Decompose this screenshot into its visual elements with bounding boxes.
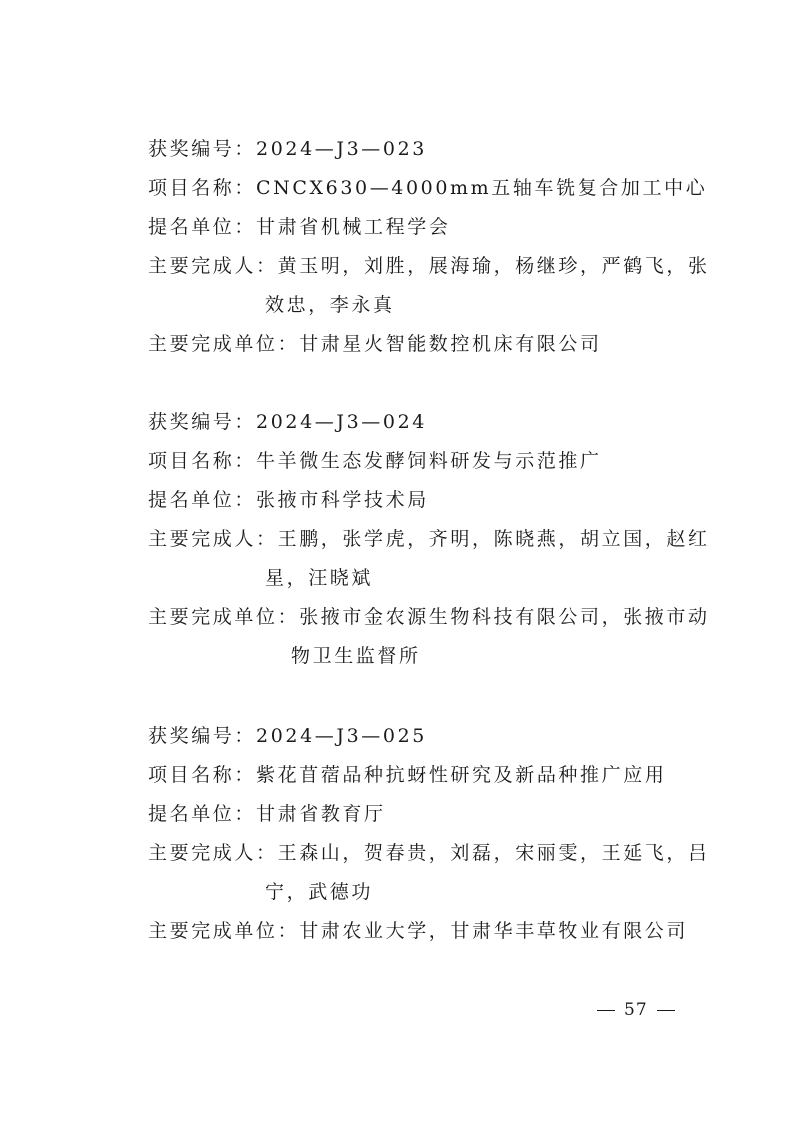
main-units-label: 主要完成单位： (148, 920, 300, 942)
nominator: 张掖市科学技术局 (256, 489, 429, 511)
nominator-line (148, 795, 708, 834)
award-number: 2024—J3—025 (256, 725, 427, 747)
main-persons-label: 主要完成人： (148, 842, 278, 864)
award-entry (148, 403, 708, 676)
award-number: 2024—J3—023 (256, 138, 427, 160)
main-persons-continuation: 宁，武德功 (265, 881, 374, 903)
nominator: 甘肃省教育厅 (256, 803, 386, 825)
main-persons-line (148, 520, 708, 559)
page-number: 57 (624, 1000, 648, 1020)
project-name: 紫花苜蓿品种抗蚜性研究及新品种推广应用 (256, 764, 667, 786)
main-persons-line (148, 834, 708, 873)
main-units-label: 主要完成单位： (148, 606, 300, 628)
project-name-label: 项目名称： (148, 177, 257, 199)
main-persons-continuation: 效忠，李永真 (265, 294, 395, 316)
main-persons: 王鹏，张学虎，齐明，陈晓燕，胡立国，赵红 (277, 528, 710, 550)
footer-dash-left (597, 1010, 615, 1011)
award-number-label: 获奖编号： (148, 725, 257, 747)
main-units: 张掖市金农源生物科技有限公司，张掖市动 (299, 606, 710, 628)
award-number-line (148, 403, 708, 442)
main-units-line (148, 912, 708, 951)
award-number-line (148, 130, 708, 169)
main-units-line (148, 325, 708, 364)
main-units-line (148, 598, 708, 637)
project-name-line (148, 169, 708, 208)
project-name: CNCX630—4000mm五轴车铣复合加工中心 (256, 177, 708, 199)
award-entry (148, 130, 708, 364)
main-units: 甘肃星火智能数控机床有限公司 (299, 333, 602, 355)
award-number-line (148, 717, 708, 756)
main-persons-continuation: 星，汪晓斌 (265, 567, 374, 589)
main-units-label: 主要完成单位： (148, 333, 300, 355)
nominator-line (148, 481, 708, 520)
project-name-line (148, 756, 708, 795)
nominator-line (148, 208, 708, 247)
nominator-label: 提名单位： (148, 489, 257, 511)
main-persons-label: 主要完成人： (148, 528, 278, 550)
award-number: 2024—J3—024 (256, 411, 427, 433)
nominator-label: 提名单位： (148, 216, 257, 238)
main-persons-line (148, 247, 708, 286)
award-number-label: 获奖编号： (148, 411, 257, 433)
project-name-line (148, 442, 708, 481)
project-name-label: 项目名称： (148, 764, 257, 786)
award-number-label: 获奖编号： (148, 138, 257, 160)
project-name: 牛羊微生态发酵饲料研发与示范推广 (256, 450, 602, 472)
main-units: 甘肃农业大学，甘肃华丰草牧业有限公司 (299, 920, 689, 942)
main-units-continuation: 物卫生监督所 (291, 645, 421, 667)
main-persons: 王森山，贺春贵，刘磊，宋丽雯，王延飞，吕 (277, 842, 710, 864)
main-persons: 黄玉明，刘胜，展海瑜，杨继珍，严鹤飞，张 (277, 255, 710, 277)
nominator-label: 提名单位： (148, 803, 257, 825)
main-persons-label: 主要完成人： (148, 255, 278, 277)
footer-dash-right (657, 1010, 675, 1011)
award-entry (148, 717, 708, 951)
page-footer (588, 996, 684, 1024)
nominator: 甘肃省机械工程学会 (256, 216, 451, 238)
project-name-label: 项目名称： (148, 450, 257, 472)
